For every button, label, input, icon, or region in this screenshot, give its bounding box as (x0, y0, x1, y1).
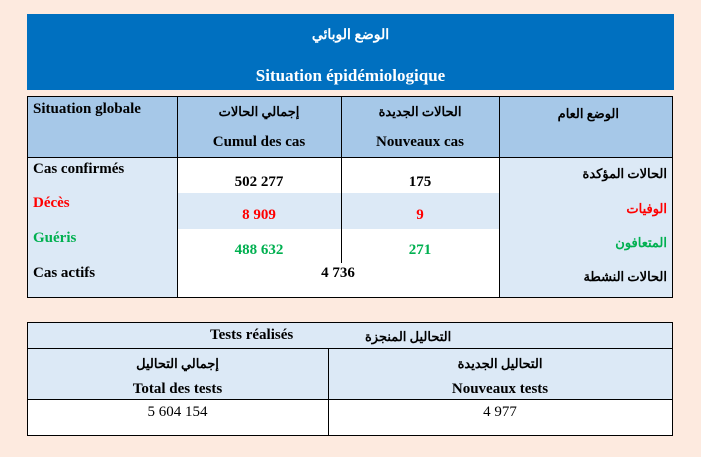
row-actifs-label-fr: Cas actifs (33, 265, 96, 281)
tests-title-ar: التحاليل المنجزة (365, 329, 452, 344)
row-gueris-label-ar: المتعافون (615, 235, 667, 250)
header-cumul-ar: إجمالي الحالات (218, 104, 300, 119)
row-confirmes-nouveaux: 175 (408, 174, 432, 190)
title-banner (27, 14, 674, 90)
row-gueris-label-fr: Guéris (33, 230, 77, 246)
tests-nouveaux-value: 4 977 (483, 404, 517, 420)
header-nouveaux-ar: الحالات الجديدة (378, 104, 462, 119)
header-label-fr: Situation globale (33, 101, 141, 117)
row-gueris-cumul: 488 632 (234, 242, 284, 258)
row-confirmes-label-fr: Cas confirmés (33, 161, 125, 177)
row-gueris-nouveaux: 271 (408, 242, 432, 258)
header-cumul-fr: Cumul des cas (212, 134, 306, 150)
tests-title-fr: Tests réalisés (210, 327, 294, 343)
header-nouveaux-fr: Nouveaux cas (376, 134, 464, 150)
tests-total-value: 5 604 154 (147, 404, 208, 420)
row-deces-cumul: 8 909 (242, 207, 276, 223)
tests-total-ar: إجمالي التحاليل (136, 356, 219, 371)
row-deces-label-ar: الوفيات (626, 201, 667, 216)
row-confirmes-label-ar: الحالات المؤكدة (582, 166, 667, 181)
tests-nouveaux-ar: التحاليل الجديدة (457, 356, 543, 371)
row-deces-nouveaux: 9 (416, 207, 424, 223)
row-confirmes-cumul: 502 277 (234, 174, 284, 190)
tests-nouveaux-fr: Nouveaux tests (451, 381, 549, 397)
row-deces-label-fr: Décès (33, 195, 70, 211)
banner-title-ar: الوضع الوبائي (311, 28, 390, 43)
row-actifs-value: 4 736 (321, 265, 355, 281)
row-actifs-label-ar: الحالات النشطة (583, 269, 667, 284)
header-label-ar: الوضع العام (557, 106, 619, 121)
tests-total-fr: Total des tests (132, 381, 223, 397)
banner-title-fr: Situation épidémiologique (255, 66, 446, 85)
